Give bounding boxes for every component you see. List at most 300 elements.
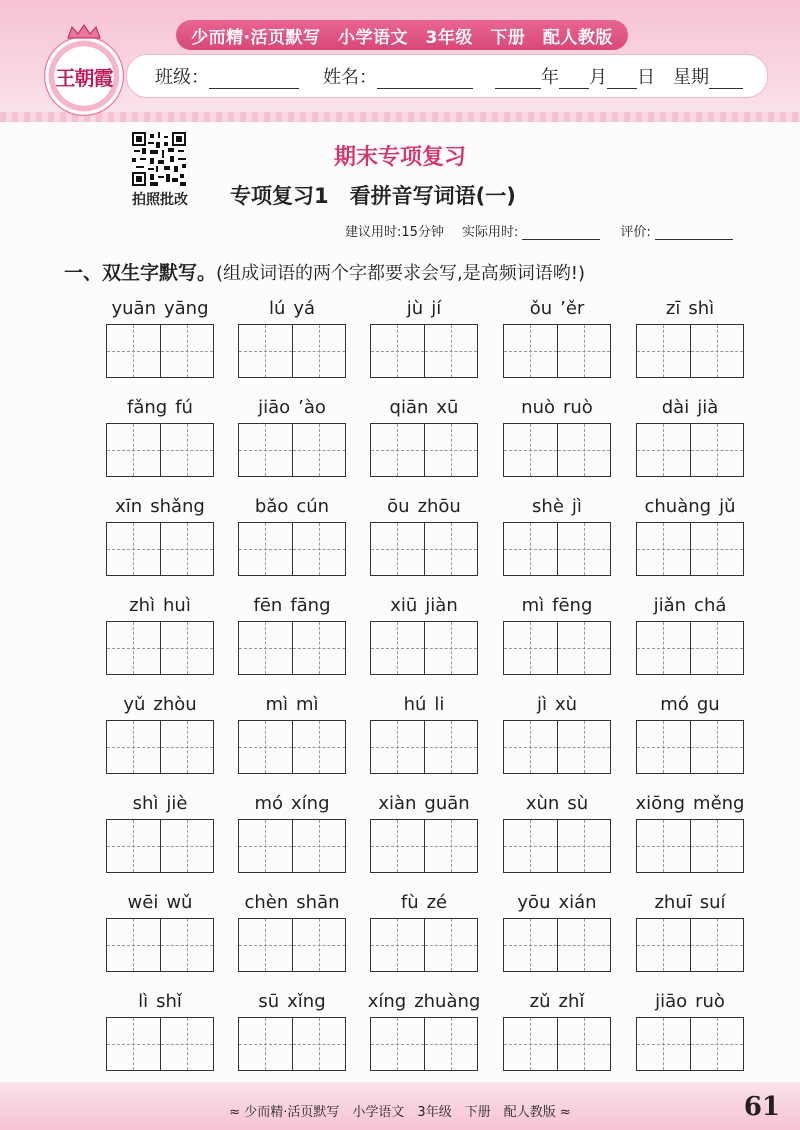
class-label: 班级： <box>155 67 209 88</box>
character-cell[interactable] <box>690 424 744 476</box>
pinyin-label <box>106 991 214 1015</box>
pinyin-syllable: ’ěr <box>560 298 585 319</box>
character-cell[interactable] <box>160 622 214 674</box>
year-label: 年 <box>541 67 559 88</box>
section-heading <box>64 258 585 285</box>
character-cell[interactable] <box>557 820 611 872</box>
pinyin-syllable: fǎng <box>127 397 168 418</box>
section-note: (组成词语的两个字都要求会写,是高频词语哟!) <box>216 263 585 284</box>
tianzige-boxes <box>106 522 214 576</box>
pinyin-label <box>503 595 611 619</box>
character-cell[interactable] <box>292 721 346 773</box>
character-cell[interactable] <box>637 721 690 773</box>
character-cell[interactable] <box>424 820 478 872</box>
character-cell[interactable] <box>504 622 557 674</box>
character-cell[interactable] <box>557 523 611 575</box>
pinyin-syllable: fú <box>175 397 193 418</box>
word-item <box>370 298 478 322</box>
character-cell[interactable] <box>690 325 744 377</box>
pinyin-syllable: mì <box>521 595 545 616</box>
word-item <box>370 496 478 520</box>
word-item <box>238 595 346 619</box>
character-cell[interactable] <box>424 919 478 971</box>
tianzige-boxes <box>503 621 611 675</box>
character-cell[interactable] <box>107 325 160 377</box>
pinyin-label <box>367 991 481 1015</box>
suggested-time: 建议用时:15分钟 <box>345 225 444 240</box>
name-blank[interactable] <box>377 68 473 89</box>
pinyin-label <box>238 991 346 1015</box>
pinyin-syllable: lú <box>268 298 286 319</box>
character-cell[interactable] <box>557 325 611 377</box>
pinyin-syllable: shè <box>532 496 564 517</box>
word-item <box>106 694 214 718</box>
pinyin-syllable: shì <box>132 793 159 814</box>
character-cell[interactable] <box>690 721 744 773</box>
character-cell[interactable] <box>557 721 611 773</box>
character-cell[interactable] <box>371 424 424 476</box>
character-cell[interactable] <box>371 1018 424 1070</box>
weekday-label: 星期 <box>673 67 709 88</box>
character-cell[interactable] <box>292 424 346 476</box>
name-label: 姓名： <box>323 67 377 88</box>
pinyin-syllable: chuàng <box>644 496 712 517</box>
pinyin-syllable: chá <box>694 595 727 616</box>
character-cell[interactable] <box>637 1018 690 1070</box>
word-item <box>238 892 346 916</box>
pinyin-syllable: sù <box>567 793 589 814</box>
pinyin-syllable: jì <box>536 694 547 715</box>
character-cell[interactable] <box>424 1018 478 1070</box>
character-cell[interactable] <box>239 424 292 476</box>
page-title: 期末专项复习 <box>333 145 466 170</box>
pinyin-syllable: jiāo <box>655 991 688 1012</box>
tianzige-boxes <box>370 720 478 774</box>
section-title: 一、双生字默写。 <box>64 262 217 284</box>
tianzige-boxes <box>238 423 346 477</box>
character-cell[interactable] <box>504 325 557 377</box>
pinyin-syllable: fēng <box>552 595 593 616</box>
tianzige-boxes <box>636 1017 744 1071</box>
tianzige-boxes <box>636 819 744 873</box>
tianzige-boxes <box>238 522 346 576</box>
pinyin-syllable: fēn <box>253 595 283 616</box>
pinyin-label <box>106 496 214 520</box>
word-item <box>503 991 611 1015</box>
pinyin-label <box>370 892 478 916</box>
character-cell[interactable] <box>292 919 346 971</box>
word-item <box>370 892 478 916</box>
pinyin-syllable: ǒu <box>529 298 553 319</box>
pinyin-syllable: ōu <box>387 496 410 517</box>
pinyin-label <box>636 397 744 421</box>
student-info-bar <box>126 54 768 98</box>
word-item <box>106 595 214 619</box>
character-cell[interactable] <box>371 622 424 674</box>
tianzige-boxes <box>370 1017 478 1071</box>
tianzige-boxes <box>370 423 478 477</box>
pinyin-syllable: suí <box>699 892 726 913</box>
tianzige-boxes <box>503 918 611 972</box>
pinyin-syllable: jiàn <box>425 595 458 616</box>
rating-label: 评价: <box>620 225 651 240</box>
word-item <box>106 793 214 817</box>
word-item <box>636 694 744 718</box>
pinyin-syllable: zhì <box>129 595 156 616</box>
word-item <box>503 694 611 718</box>
weekday-blank[interactable] <box>709 68 743 89</box>
pinyin-syllable: ruò <box>563 397 593 418</box>
tianzige-boxes <box>503 819 611 873</box>
pinyin-label <box>503 397 611 421</box>
pinyin-syllable: xiū <box>390 595 418 616</box>
word-item <box>503 595 611 619</box>
pinyin-syllable: yōu <box>517 892 551 913</box>
series-title: 少而精·活页默写 小学语文 3年级 下册 配人教版 <box>176 20 628 50</box>
character-cell[interactable] <box>292 523 346 575</box>
pinyin-syllable: gu <box>696 694 720 715</box>
pinyin-syllable: xū <box>436 397 459 418</box>
pinyin-syllable: bǎo <box>254 496 289 517</box>
character-cell[interactable] <box>424 325 478 377</box>
pinyin-label <box>370 793 478 817</box>
tianzige-boxes <box>238 324 346 378</box>
crown-icon <box>66 24 102 40</box>
pinyin-syllable: xíng <box>291 793 330 814</box>
pinyin-syllable: xùn <box>525 793 560 814</box>
pinyin-syllable: dài <box>661 397 690 418</box>
character-cell[interactable] <box>239 721 292 773</box>
character-cell[interactable] <box>557 1018 611 1070</box>
word-item <box>503 496 611 520</box>
pinyin-syllable: zhǐ <box>558 991 585 1012</box>
pinyin-syllable: mì <box>296 694 319 715</box>
pinyin-label <box>238 694 346 718</box>
pinyin-syllable: li <box>434 694 445 715</box>
word-item <box>636 595 744 619</box>
character-cell[interactable] <box>690 622 744 674</box>
character-cell[interactable] <box>690 820 744 872</box>
pinyin-syllable: nuò <box>521 397 555 418</box>
pinyin-label <box>106 298 214 322</box>
word-item <box>106 397 214 421</box>
pinyin-syllable: cún <box>296 496 330 517</box>
pinyin-syllable: měng <box>693 793 745 814</box>
tianzige-boxes <box>238 720 346 774</box>
pinyin-label <box>636 298 744 322</box>
tianzige-boxes <box>636 720 744 774</box>
pinyin-syllable: jì <box>571 496 582 517</box>
pinyin-label <box>106 793 214 817</box>
pinyin-syllable: zī <box>665 298 681 319</box>
character-cell[interactable] <box>424 424 478 476</box>
word-item <box>238 694 346 718</box>
class-blank[interactable] <box>209 68 299 89</box>
tianzige-boxes <box>636 423 744 477</box>
timing-row <box>345 221 733 240</box>
word-item <box>503 397 611 421</box>
day-blank[interactable] <box>607 68 637 89</box>
word-item <box>370 793 478 817</box>
pinyin-label <box>636 892 744 916</box>
pinyin-syllable: xiōng <box>635 793 686 814</box>
tianzige-boxes <box>636 522 744 576</box>
pinyin-syllable: jiè <box>166 793 188 814</box>
pinyin-label <box>370 298 478 322</box>
character-cell[interactable] <box>239 523 292 575</box>
word-item <box>636 991 744 1015</box>
pinyin-label <box>503 991 611 1015</box>
word-item <box>370 397 478 421</box>
character-cell[interactable] <box>371 820 424 872</box>
year-blank[interactable] <box>495 68 541 89</box>
publisher-logo <box>44 36 124 116</box>
character-cell[interactable] <box>637 622 690 674</box>
pinyin-syllable: xián <box>558 892 597 913</box>
pinyin-syllable: wēi <box>127 892 159 913</box>
rating-blank[interactable] <box>655 225 733 240</box>
word-item <box>636 397 744 421</box>
word-item <box>238 793 346 817</box>
pinyin-label <box>238 595 346 619</box>
character-cell[interactable] <box>690 1018 744 1070</box>
character-cell[interactable] <box>160 919 214 971</box>
tianzige-boxes <box>503 1017 611 1071</box>
tianzige-boxes <box>106 423 214 477</box>
pinyin-syllable: yuān <box>111 298 156 319</box>
word-item <box>367 991 481 1015</box>
pinyin-label <box>370 694 478 718</box>
tianzige-boxes <box>370 324 478 378</box>
tianzige-boxes <box>370 621 478 675</box>
pinyin-syllable: zé <box>426 892 448 913</box>
pinyin-syllable: mó <box>254 793 284 814</box>
character-cell[interactable] <box>371 721 424 773</box>
month-blank[interactable] <box>559 68 589 89</box>
pinyin-label <box>106 694 214 718</box>
character-cell[interactable] <box>371 523 424 575</box>
character-cell[interactable] <box>107 424 160 476</box>
character-cell[interactable] <box>239 919 292 971</box>
tianzige-boxes <box>238 918 346 972</box>
character-cell[interactable] <box>107 919 160 971</box>
word-item <box>636 892 744 916</box>
pinyin-syllable: fù <box>400 892 419 913</box>
pinyin-syllable: ruò <box>695 991 725 1012</box>
character-cell[interactable] <box>504 523 557 575</box>
pinyin-label <box>503 298 611 322</box>
character-cell[interactable] <box>239 622 292 674</box>
character-cell[interactable] <box>424 721 478 773</box>
pinyin-label <box>370 496 478 520</box>
tianzige-boxes <box>503 720 611 774</box>
character-cell[interactable] <box>292 820 346 872</box>
actual-time-label: 实际用时: <box>461 225 519 240</box>
character-cell[interactable] <box>239 325 292 377</box>
pinyin-syllable: sū <box>258 991 280 1012</box>
pinyin-label <box>106 892 214 916</box>
pinyin-syllable: guān <box>424 793 470 814</box>
word-item <box>503 892 611 916</box>
word-item <box>636 298 744 322</box>
pinyin-syllable: zǔ <box>529 991 551 1012</box>
pinyin-syllable: fāng <box>290 595 331 616</box>
word-item <box>238 496 346 520</box>
character-cell[interactable] <box>637 325 690 377</box>
pinyin-label <box>238 298 346 322</box>
character-cell[interactable] <box>504 721 557 773</box>
pinyin-syllable: xù <box>554 694 578 715</box>
page-number: 61 <box>743 1092 780 1122</box>
character-cell[interactable] <box>107 721 160 773</box>
character-cell[interactable] <box>160 523 214 575</box>
tianzige-boxes <box>370 918 478 972</box>
tianzige-boxes <box>370 522 478 576</box>
character-cell[interactable] <box>424 622 478 674</box>
character-cell[interactable] <box>557 622 611 674</box>
character-cell[interactable] <box>239 820 292 872</box>
character-cell[interactable] <box>292 325 346 377</box>
pinyin-label <box>106 397 214 421</box>
month-label: 月 <box>589 67 607 88</box>
pinyin-label <box>636 793 744 817</box>
tianzige-boxes <box>106 819 214 873</box>
pinyin-syllable: qiān <box>389 397 429 418</box>
tianzige-boxes <box>370 819 478 873</box>
tianzige-boxes <box>503 522 611 576</box>
pinyin-syllable: jǔ <box>719 496 736 517</box>
pinyin-label <box>503 694 611 718</box>
word-item <box>106 892 214 916</box>
pinyin-label <box>238 892 346 916</box>
pinyin-syllable: shǐ <box>156 991 182 1012</box>
character-cell[interactable] <box>424 523 478 575</box>
character-cell[interactable] <box>504 1018 557 1070</box>
pinyin-syllable: mó <box>660 694 689 715</box>
pinyin-label <box>503 793 611 817</box>
character-cell[interactable] <box>292 1018 346 1070</box>
word-item <box>636 496 744 520</box>
word-item <box>503 298 611 322</box>
word-item <box>106 298 214 322</box>
tianzige-boxes <box>636 324 744 378</box>
character-cell[interactable] <box>107 1018 160 1070</box>
tianzige-boxes <box>636 621 744 675</box>
day-label: 日 <box>637 67 655 88</box>
character-cell[interactable] <box>690 919 744 971</box>
character-cell[interactable] <box>292 622 346 674</box>
character-cell[interactable] <box>504 820 557 872</box>
character-cell[interactable] <box>637 919 690 971</box>
character-cell[interactable] <box>371 325 424 377</box>
actual-time-blank[interactable] <box>522 225 600 240</box>
pinyin-syllable: jiǎn <box>653 595 687 616</box>
word-item <box>238 298 346 322</box>
pinyin-syllable: ’ào <box>298 397 326 418</box>
character-cell[interactable] <box>637 424 690 476</box>
word-item <box>106 496 214 520</box>
character-cell[interactable] <box>160 721 214 773</box>
pinyin-syllable: shǎng <box>150 496 205 517</box>
pinyin-syllable: yāng <box>163 298 209 319</box>
pinyin-label <box>503 892 611 916</box>
character-cell[interactable] <box>239 1018 292 1070</box>
tianzige-boxes <box>106 621 214 675</box>
character-cell[interactable] <box>107 622 160 674</box>
tianzige-boxes <box>503 324 611 378</box>
sub-title: 专项复习1 看拼音写词语(一) <box>230 184 516 208</box>
character-cell[interactable] <box>690 523 744 575</box>
pinyin-syllable: zhuàng <box>414 991 481 1012</box>
character-cell[interactable] <box>557 919 611 971</box>
pinyin-syllable: jí <box>431 298 442 319</box>
tianzige-boxes <box>106 918 214 972</box>
character-cell[interactable] <box>504 919 557 971</box>
character-cell[interactable] <box>160 1018 214 1070</box>
footer-text: ≈ 少而精·活页默写 小学语文 3年级 下册 配人教版 ≈ <box>229 1105 571 1120</box>
pinyin-label <box>106 595 214 619</box>
character-cell[interactable] <box>107 523 160 575</box>
character-cell[interactable] <box>160 820 214 872</box>
pinyin-syllable: zhòu <box>153 694 197 715</box>
pinyin-label <box>636 991 744 1015</box>
pinyin-label <box>370 397 478 421</box>
word-item <box>636 793 744 817</box>
pinyin-syllable: jiāo <box>258 397 291 418</box>
pinyin-label <box>238 793 346 817</box>
character-cell[interactable] <box>504 424 557 476</box>
character-cell[interactable] <box>557 424 611 476</box>
tianzige-boxes <box>106 1017 214 1071</box>
word-item <box>503 793 611 817</box>
qr-label: 拍照批改 <box>132 192 188 208</box>
tianzige-boxes <box>238 1017 346 1071</box>
character-cell[interactable] <box>160 325 214 377</box>
tianzige-boxes <box>106 324 214 378</box>
character-cell[interactable] <box>637 523 690 575</box>
pinyin-syllable: shān <box>296 892 340 913</box>
pinyin-syllable: xīn <box>115 496 143 517</box>
pinyin-label <box>370 595 478 619</box>
character-cell[interactable] <box>107 820 160 872</box>
character-cell[interactable] <box>637 820 690 872</box>
character-cell[interactable] <box>160 424 214 476</box>
pinyin-label <box>238 397 346 421</box>
pinyin-syllable: zhōu <box>417 496 461 517</box>
pinyin-syllable: wǔ <box>166 892 193 913</box>
tianzige-boxes <box>106 720 214 774</box>
pinyin-syllable: huì <box>163 595 191 616</box>
pinyin-label <box>238 496 346 520</box>
tianzige-boxes <box>238 819 346 873</box>
character-cell[interactable] <box>371 919 424 971</box>
pinyin-syllable: lì <box>138 991 149 1012</box>
word-item <box>238 397 346 421</box>
pinyin-syllable: shì <box>688 298 715 319</box>
word-item <box>238 991 346 1015</box>
word-item <box>370 694 478 718</box>
tianzige-boxes <box>238 621 346 675</box>
pinyin-syllable: chèn <box>244 892 289 913</box>
pinyin-label <box>636 595 744 619</box>
tianzige-boxes <box>503 423 611 477</box>
pinyin-syllable: xíng <box>367 991 407 1012</box>
pinyin-syllable: jià <box>697 397 719 418</box>
word-item <box>106 991 214 1015</box>
pinyin-syllable: jù <box>406 298 424 319</box>
pinyin-syllable: yá <box>293 298 316 319</box>
pinyin-label <box>503 496 611 520</box>
